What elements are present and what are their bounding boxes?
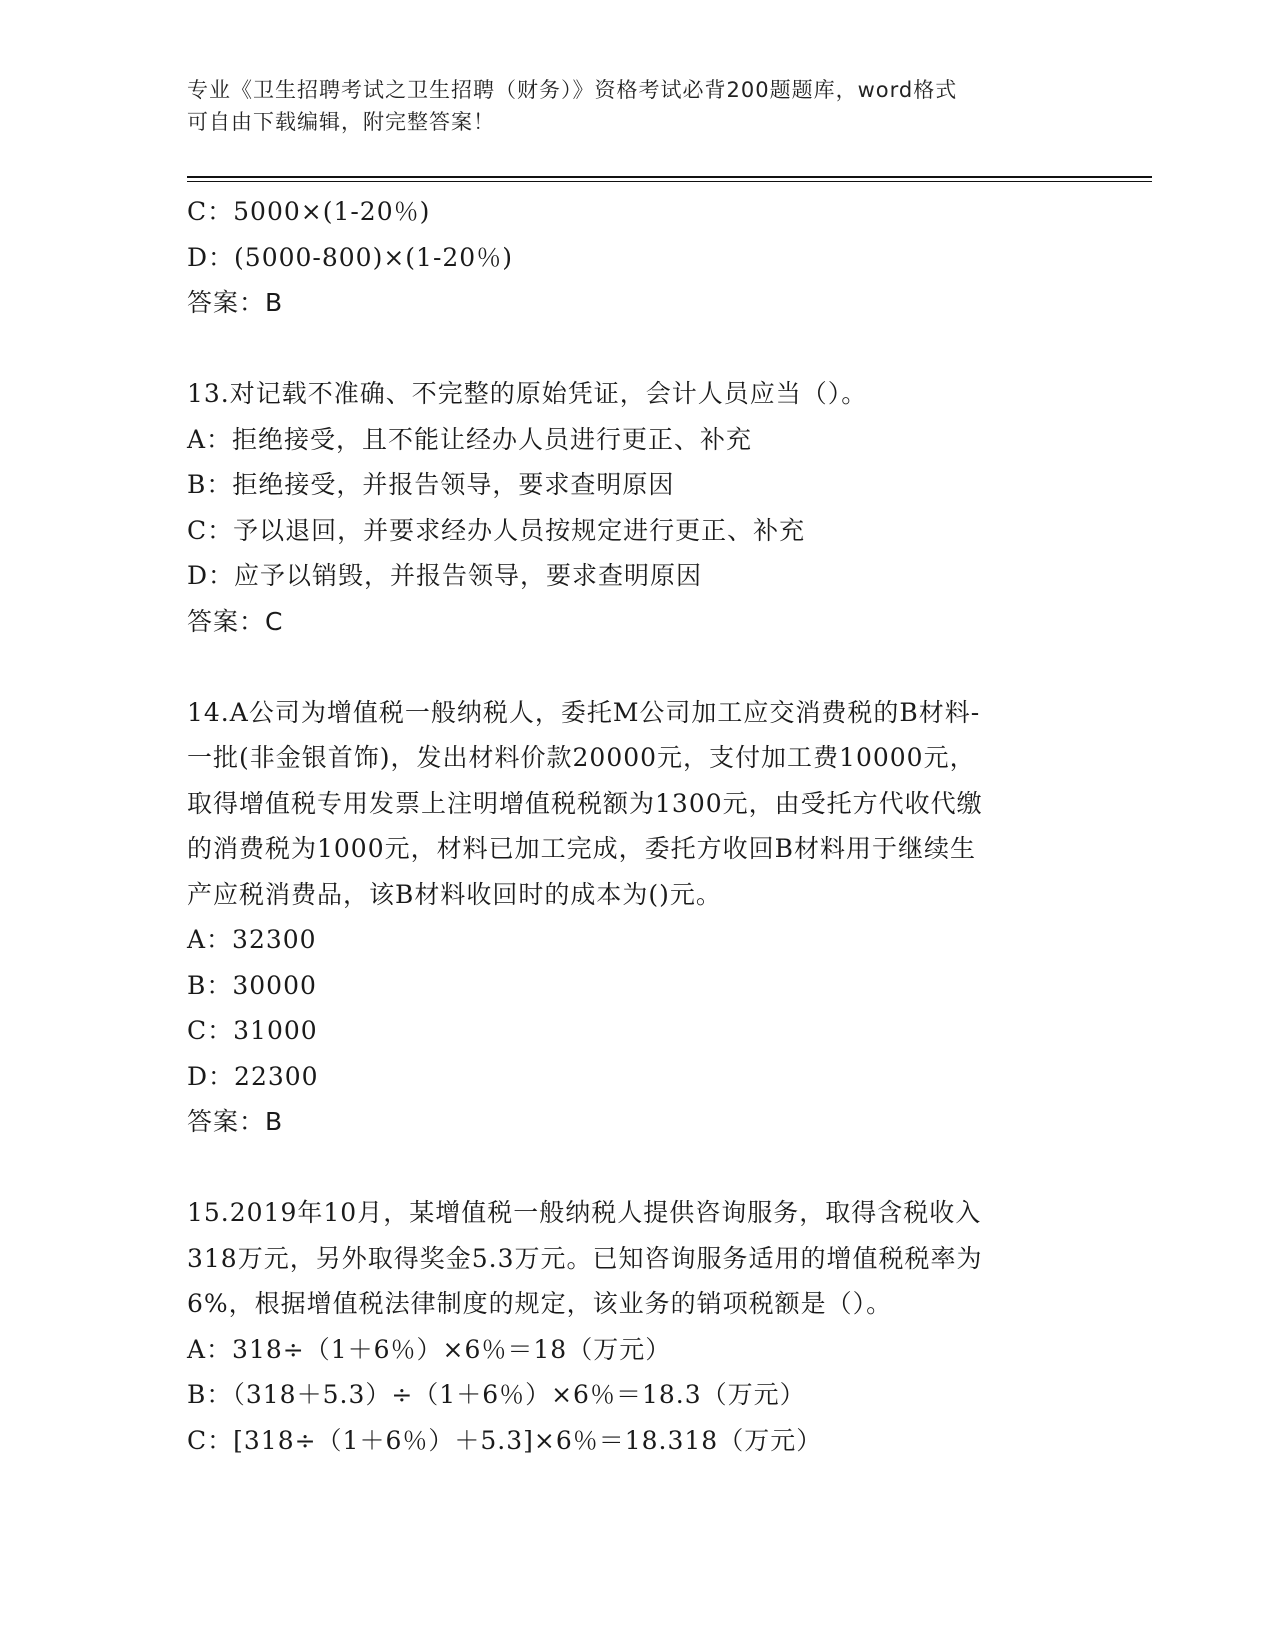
option-a: A：32300 — [187, 925, 317, 954]
question-stem-line: 14.A公司为增值税一般纳税人，委托M公司加工应交消费税的B材料- — [187, 697, 981, 727]
question-stem-line: 318万元，另外取得奖金5.3万元。已知咨询服务适用的增值税税率为 — [187, 1243, 983, 1273]
question-15 — [187, 1190, 1087, 1463]
option-a: A：拒绝接受，且不能让经办人员进行更正、补充 — [187, 424, 753, 454]
question-stem-line: 取得增值税专用发票上注明增值税税额为1300元，由受托方代收代缴 — [187, 788, 983, 818]
option-b: B：30000 — [187, 970, 317, 1000]
answer: 答案：B — [187, 288, 284, 317]
option-c: C：5000×(1-20％) — [187, 197, 431, 226]
option-a: A：318÷（1＋6％）×6％＝18（万元） — [187, 1334, 672, 1364]
option-c: C：予以退回，并要求经办人员按规定进行更正、补充 — [187, 515, 806, 545]
question-13 — [187, 371, 1087, 644]
option-d: D：22300 — [187, 1061, 319, 1091]
question-stem-line: 6%，根据增值税法律制度的规定，该业务的销项税额是（）。 — [187, 1289, 893, 1318]
answer: 答案：B — [187, 1107, 284, 1136]
header-divider-thick — [187, 176, 1152, 178]
answer: 答案：C — [187, 606, 284, 636]
header-line-1: 专业《卫生招聘考试之卫生招聘（财务）》资格考试必背200题题库，word格式 — [187, 78, 958, 102]
question-stem-line: 一批(非金银首饰)，发出材料价款20000元，支付加工费10000元， — [187, 743, 976, 772]
spacer — [187, 644, 1087, 690]
question-stem-line: 的消费税为1000元，材料已加工完成，委托方收回B材料用于继续生 — [187, 834, 976, 863]
option-c: C：[318÷（1＋6％）＋5.3]×6％＝18.318（万元） — [187, 1425, 823, 1455]
option-c: C：31000 — [187, 1016, 318, 1045]
question-14 — [187, 690, 1087, 1145]
header-line-2: 可自由下载编辑，附完整答案！ — [187, 110, 495, 134]
option-d: D：应予以销毁，并报告领导，要求查明原因 — [187, 561, 703, 590]
question-stem-line: 15.2019年10月，某增值税一般纳税人提供咨询服务，取得含税收入 — [187, 1198, 982, 1227]
option-b: B：拒绝接受，并报告领导，要求查明原因 — [187, 470, 675, 499]
header-divider-thin — [187, 181, 1152, 182]
question-12-continued — [187, 189, 1087, 326]
document-header — [187, 74, 1067, 138]
question-stem: 13.对记载不准确、不完整的原始凭证，会计人员应当（）。 — [187, 379, 868, 408]
question-stem-line: 产应税消费品，该B材料收回时的成本为()元。 — [187, 879, 722, 909]
document-body — [187, 189, 1087, 1463]
spacer — [187, 1145, 1087, 1191]
option-b: B：（318＋5.3）÷（1＋6％）×6％＝18.3（万元） — [187, 1380, 806, 1409]
spacer — [187, 326, 1087, 372]
option-d: D：(5000-800)×(1-20％) — [187, 242, 513, 272]
